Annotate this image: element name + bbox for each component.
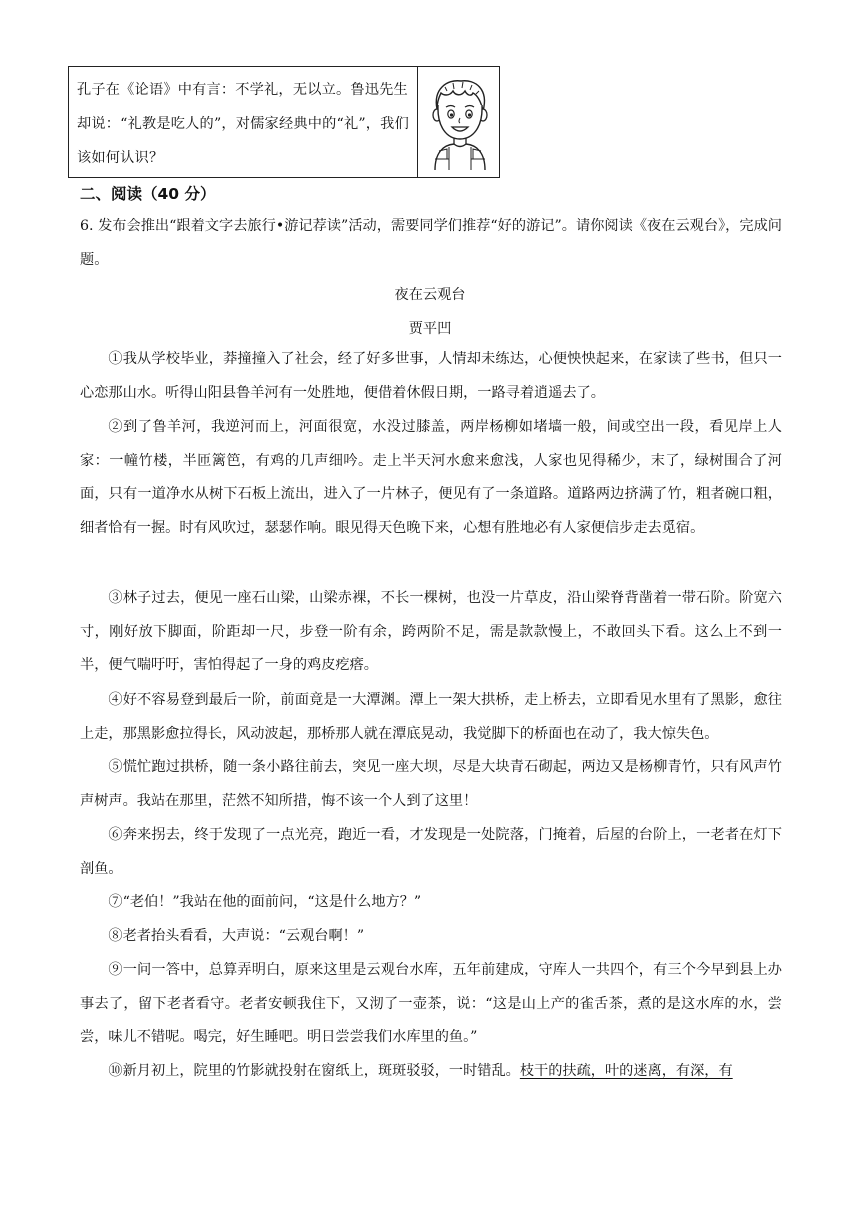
article-paragraph-7: ⑦“老伯！”我站在他的面前问，“这是什么地方？” [108,894,422,910]
article-paragraph-5: ⑤慌忙跑过拱桥，随一条小路往前去，突见一座大坝，尽是大块青石砌起，两边又是杨柳青竹，只有风声竹声树声。我站在那里，茫然不知所措，悔不该一个人到了这里！ [80,759,782,809]
article-author: 贾平凹 [408,321,452,337]
quote-box-divider [417,67,418,177]
section-title: 二、阅读（40 分） [80,185,216,203]
underlined-sentence: 枝干的扶疏，叶的迷离，有深，有 [519,1063,733,1079]
article-paragraph-9: ⑨一问一答中，总算弄明白，原来这里是云观台水库，五年前建成，守库人一共四个，有三个今早到县上办事去了，留下老者看守。老者安顿我住下，又沏了一壶茶，说：“这是山上产的雀舌茶，煮的是这水库的水，尝尝，味儿不错呢。喝完，好生睡吧。明日尝尝我们水库里的鱼。” [80,962,782,1045]
article-paragraph-4: ④好不容易登到最后一阶，前面竟是一大潭渊。潭上一架大拱桥，走上桥去，立即看见水里有了黑影，愈往上走，那黑影愈拉得长，风动波起，那桥那人就在潭底晃动，我觉脚下的桥面也在动了，我大惊失色。 [80,692,782,742]
article-paragraph-3: ③林子过去，便见一座石山梁，山梁赤裸，不长一棵树，也没一片草皮，沿山梁脊背凿着一带石阶。阶宽六寸，刚好放下脚面，阶距却一尺，步登一阶有余，跨两阶不足，需是款款慢上，不敢回头下看。这么上不到一半，便气喘吁吁，害怕得起了一身的鸡皮疙瘩。 [80,590,782,673]
article-paragraph-10 [80,1055,782,1089]
paragraph-10-text: ⑩新月初上，院里的竹影就投射在窗纸上，斑斑驳驳，一时错乱。 [108,1063,520,1079]
article-paragraph-6: ⑥奔来拐去，终于发现了一点光亮，跑近一看，才发现是一处院落，门掩着，后屋的台阶上，一老者在灯下剖鱼。 [80,827,782,877]
quote-text: 孔子在《论语》中有言：不学礼，无以立。鲁迅先生却说：“礼教是吃人的”，对儒家经典中的“礼”，我们该如何认识？ [77,82,409,166]
article-paragraph-1: ①我从学校毕业，莽撞撞入了社会，经了好多世事，人情却未练达，心便怏怏起来，在家读了些书，但只一心恋那山水。听得山阳县鲁羊河有一处胜地，便借着休假日期，一路寻着逍遥去了。 [80,351,782,401]
question-prompt: 6. 发布会推出“跟着文字去旅行•游记荐读”活动，需要同学们推荐“好的游记”。请你阅读《夜在云观台》，完成问题。 [80,218,782,268]
quote-box [68,66,500,178]
boy-cartoon-icon [427,75,493,171]
article-paragraph-2: ②到了鲁羊河，我逆河而上，河面很宽，水没过膝盖，两岸杨柳如堵墙一般，间或空出一段，看见岸上人家：一幢竹楼，半匝篱笆，有鸡的几声细吟。走上半天河水愈来愈浅，人家也见得稀少，末了，绿树围合了河面，只有一道净水从树下石板上流出，进入了一片林子，便见有了一条道路。道路两边挤满了竹，粗者碗口粗，细者恰有一握。时有风吹过，瑟瑟作响。眼见得天色晚下来，心想有胜地必有人家便信步走去觅宿。 [80,419,782,536]
article-paragraph-8: ⑧老者抬头看看，大声说：“云观台啊！” [108,928,365,944]
article-title: 夜在云观台 [394,287,466,303]
